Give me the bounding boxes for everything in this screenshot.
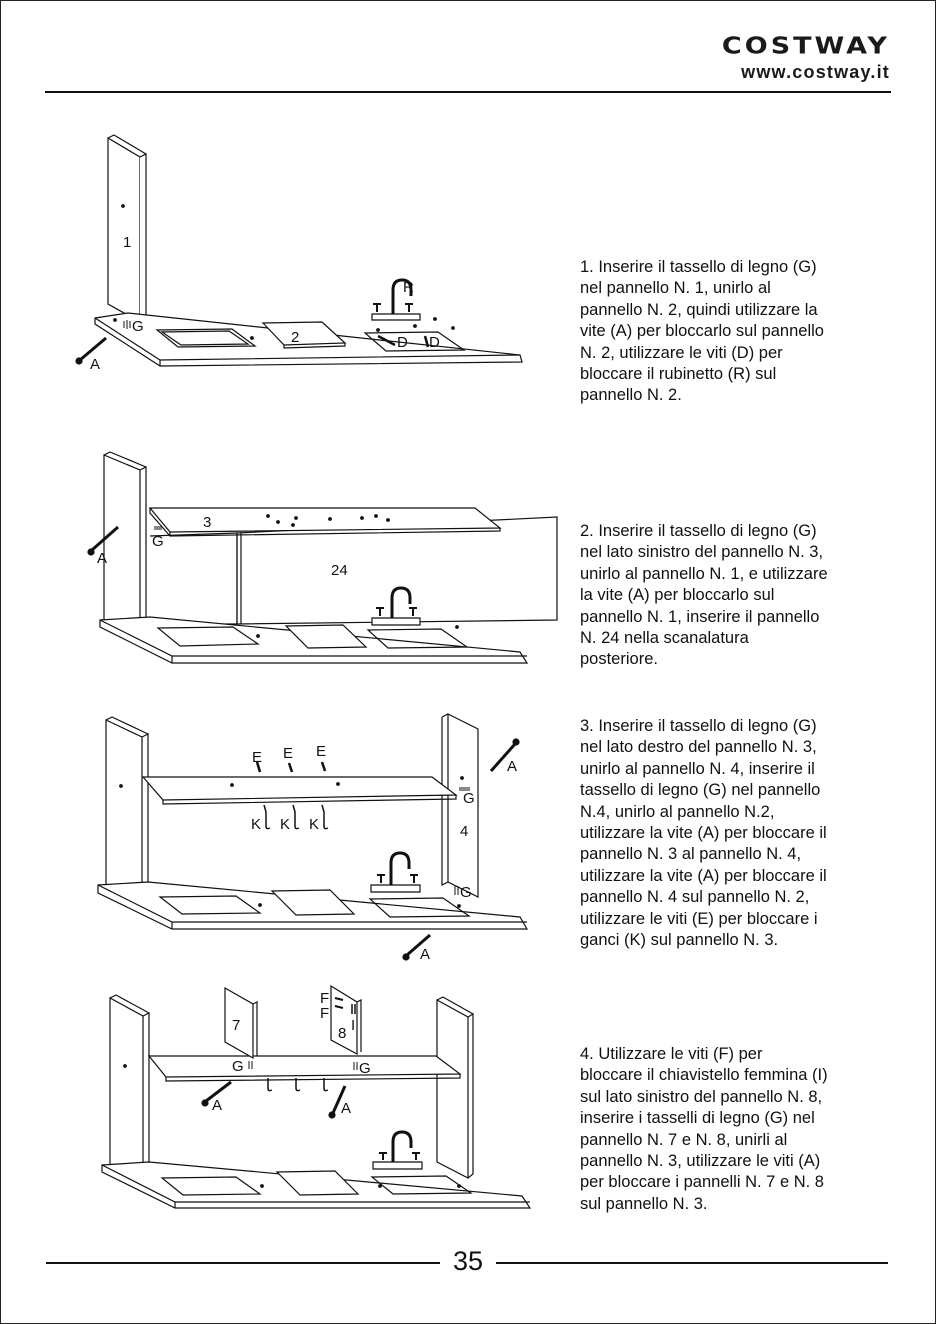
step-1-illustration <box>0 120 560 390</box>
brand-header <box>650 34 890 83</box>
brand-url: www.costway.it <box>741 62 890 82</box>
label-screw-a-1: A <box>507 758 518 775</box>
label-screw-a: A <box>90 356 101 373</box>
label-panel-3: 3 <box>203 514 212 531</box>
step-3-instructions: 3. Inserire il tassello di legno (G) nel lato destro del pannello N. 3, unirlo al pannello N. 4, inserire il tassello di legno (G) nel pannello N.4, unirlo al pannello N.2, utilizzare la vite (A) per bloccare il pannello N. 3 al pannello N. 4, utilizzare la vite (A) per bloccare il pannello N. 4 sul pannello N. 2, utilizzare le viti (E) per bloccare i ganci (K) sul pannello N. 3. <box>580 717 827 950</box>
label-panel-2: 2 <box>291 329 300 346</box>
label-dowel-g-2: G <box>460 884 472 901</box>
label-panel-7: 7 <box>232 1017 241 1034</box>
label-dowel-g: G <box>132 318 144 335</box>
label-panel-4: 4 <box>460 823 469 840</box>
label-dowel-g-1: G <box>232 1058 244 1075</box>
footer-divider-right <box>496 1262 888 1264</box>
step-4-illustration <box>0 980 560 1210</box>
label-faucet-r: R <box>403 279 414 296</box>
label-panel-24: 24 <box>331 562 348 579</box>
label-screw-e-1: E <box>252 749 263 766</box>
label-hook-k-3: K <box>309 816 320 833</box>
label-screw-e-3: E <box>316 743 327 760</box>
step-1-instructions: 1. Inserire il tassello di legno (G) nel pannello N. 1, unirlo al pannello N. 2, quindi utilizzare la vite (A) per bloccarlo sul pannello N. 2, utilizzare le viti (D) per bloccare il rubinetto (R) sul pannello N. 2. <box>580 258 824 405</box>
label-panel-8: 8 <box>338 1025 347 1042</box>
label-screw-d-2: D <box>429 334 440 351</box>
label-screw-f-2: F <box>320 1005 330 1022</box>
brand-logo: COSTWAY <box>721 33 890 60</box>
label-dowel-g-2: G <box>359 1060 371 1077</box>
footer-divider-left <box>46 1262 440 1264</box>
label-screw-a-2: A <box>420 946 431 963</box>
page-number: 35 <box>452 1246 484 1276</box>
label-dowel-g: G <box>152 533 164 550</box>
label-screw-a: A <box>97 550 108 567</box>
step-2-instructions: 2. Inserire il tassello di legno (G) nel lato sinistro del pannello N. 3, unirlo al pannello N. 1, e utilizzare la vite (A) per bloccarlo sul pannello N. 1, inserire il pannello N. 24 nella scanalatura posteriore. <box>580 522 828 669</box>
label-dowel-g-1: G <box>463 790 475 807</box>
label-screw-e-2: E <box>283 745 294 762</box>
label-hook-k-1: K <box>251 816 262 833</box>
label-screw-f-1: F <box>320 990 330 1007</box>
label-screw-d-1: D <box>397 334 408 351</box>
label-hook-k-2: K <box>280 816 291 833</box>
step-2-illustration <box>0 440 560 670</box>
label-latch-i: I <box>351 1017 356 1034</box>
header-divider <box>45 91 891 93</box>
label-screw-a-1: A <box>212 1097 223 1114</box>
step-3-illustration <box>0 705 560 965</box>
label-panel-1: 1 <box>123 234 132 251</box>
step-4-instructions: 4. Utilizzare le viti (F) per bloccare il chiavistello femmina (I) sul lato sinistro del pannello N. 8, inserire i tasselli di legno (G) nel pannello N. 7 e N. 8, unirli al pannello N. 3, utilizzare le viti (A) per bloccare i pannelli N. 7 e N. 8 sul pannello N. 3. <box>580 1045 828 1213</box>
label-screw-a-2: A <box>341 1100 352 1117</box>
